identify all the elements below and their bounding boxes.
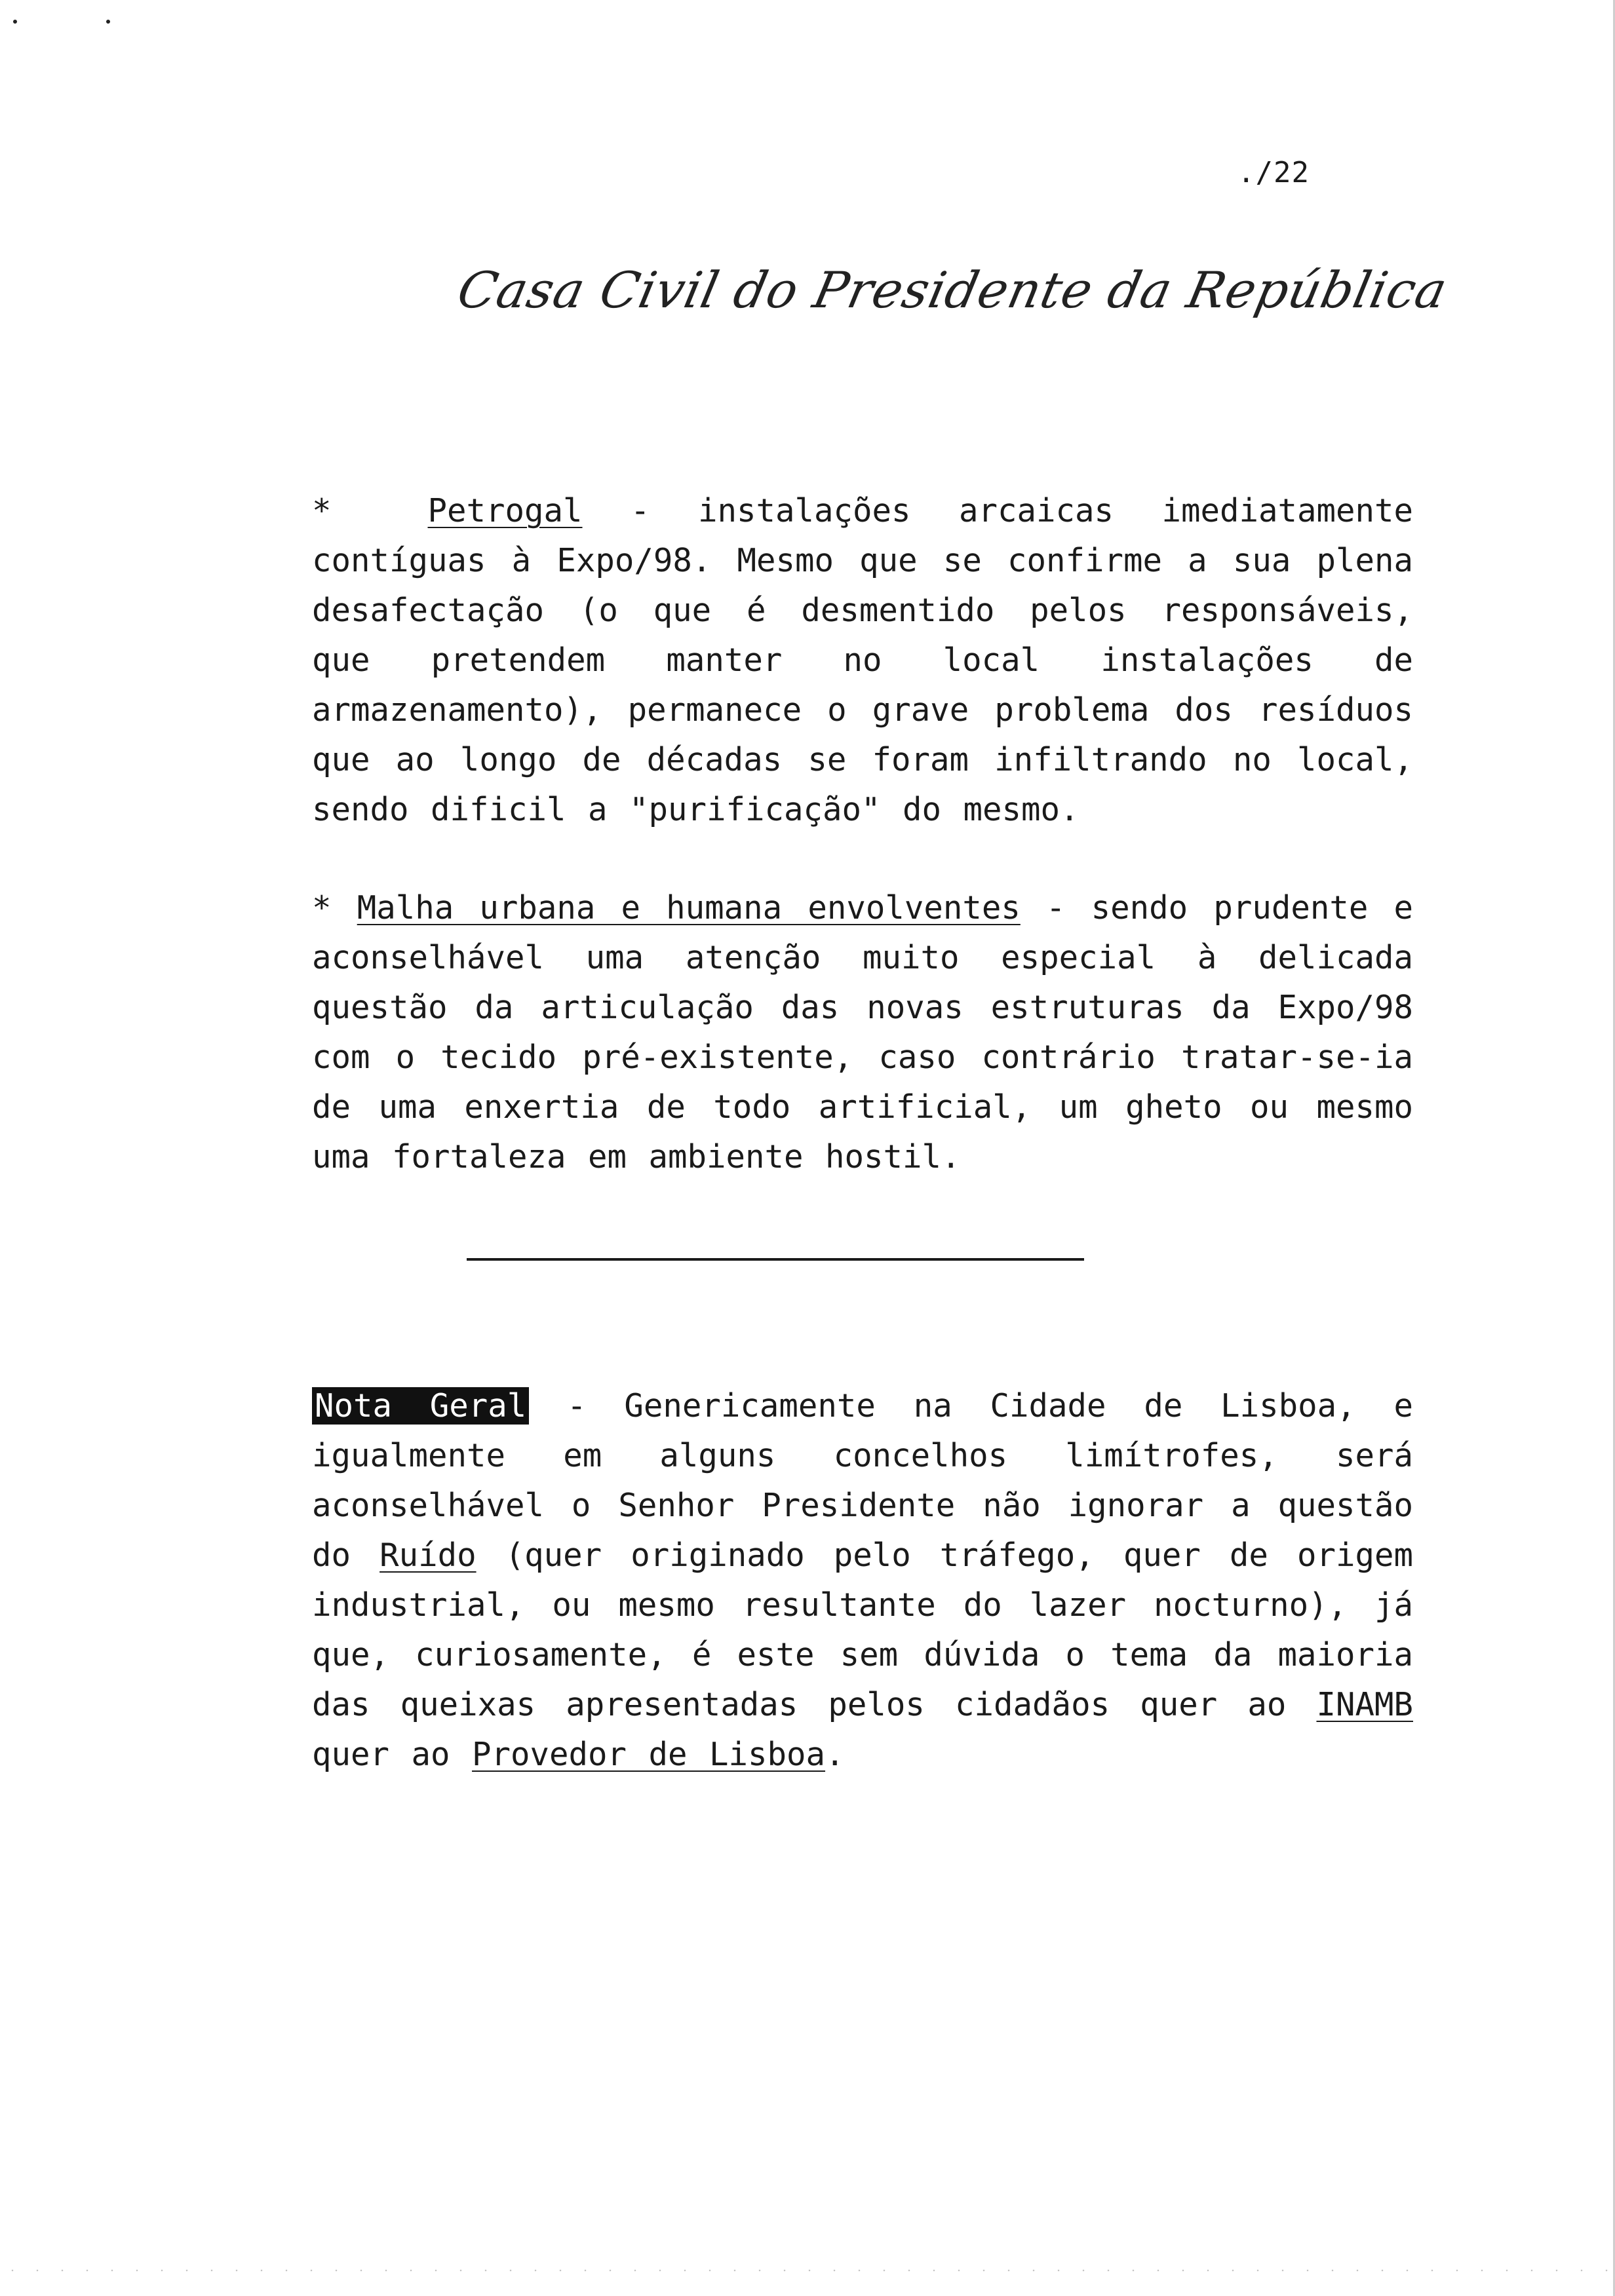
paragraph-text: quer ao [312, 1736, 473, 1773]
bullet-marker: * [312, 492, 332, 529]
scan-noise [0, 2267, 1615, 2274]
term-inamb: INAMB [1316, 1686, 1413, 1723]
term-provedor-de-lisboa: Provedor de Lisboa [472, 1736, 826, 1773]
section-divider [467, 1258, 1084, 1261]
term-malha-urbana: Malha urbana e humana envolventes [357, 889, 1021, 927]
paragraph-text: - instalações arcaicas imediatamente contíguas à Expo/98. Mesmo que se confirme a sua plena desafectação (o que é desmentido pelos responsáveis, que pretendem manter no local instalações de armazenamento), permanece o grave problema dos resíduos que ao longo de décadas se foram infiltrando no local, sendo dificil a "purificação" do mesmo. [312, 492, 1413, 828]
nota-geral-label: Nota Geral [312, 1387, 529, 1425]
paragraph-text: - Genericamente na Cidade de Lisboa, e igualmente em alguns concelhos limítrofes, será aconselhável o Senhor Presidente não ignorar a questão do [312, 1387, 1413, 1574]
scan-speck [106, 20, 110, 24]
page-number: ./22 [1237, 156, 1310, 189]
paragraph-text: (quer originado pelo tráfego, quer de origem industrial, ou mesmo resultante do lazer nocturno), já que, curiosamente, é este sem dúvida o tema da maioria das queixas apresentadas pelos cidadãos quer ao [312, 1537, 1413, 1723]
term-ruido: Ruído [379, 1537, 477, 1574]
term-petrogal: Petrogal [427, 492, 583, 529]
scan-speck [13, 20, 17, 24]
paragraph-text: - sendo prudente e aconselhável uma atenção muito especial à delicada questão da articulação das novas estruturas da Expo/98 com o tecido pré-existente, caso contrário tratar-se-ia de uma enxertia de todo artificial, um gheto ou mesmo uma fortaleza em ambiente hostil. [312, 889, 1413, 1176]
paragraph-nota-geral [312, 1381, 1413, 1780]
paragraph-petrogal [312, 486, 1413, 835]
paragraph-text: . [825, 1736, 845, 1773]
paragraph-malha-urbana [312, 883, 1413, 1182]
bullet-marker: * [312, 889, 332, 927]
letterhead: Casa Civil do Presidente da República [452, 261, 1453, 319]
